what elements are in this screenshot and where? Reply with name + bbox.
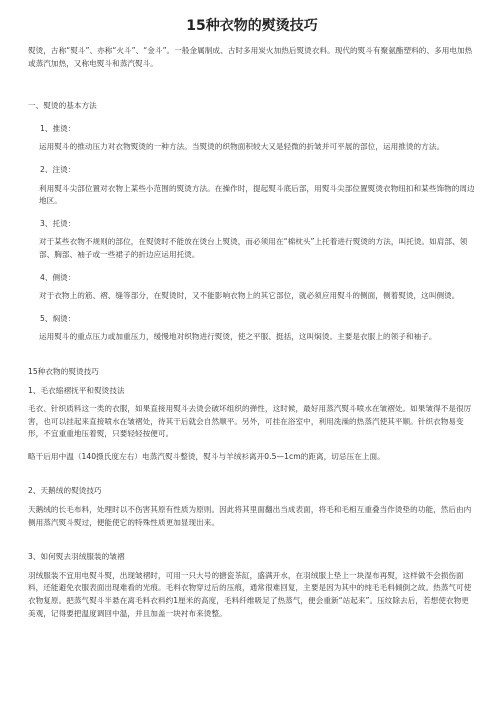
method-body-5: 运用熨斗的重点压力或加重压力，缓慢地对织物进行熨烫，使之平服、挺括，这叫焖烫。主要是衣服上的领子和袖子。 — [39, 332, 437, 342]
subsection-paragraph-1a: 毛衣、针织质料这一类的衣服，如果直接用熨斗去烫会破坏组织的弹性，这时候，最好用蒸汽熨斗喷水在皱褶处。如果皱得不是很厉害，也可以挂起来直接喷水在皱褶处，待其干后就会自然顺平。另外，可挂在浴室中，利用洗澡的热蒸汽使其平顺。针织衣物易变形，不宜重重地压着熨，只要轻轻按便可。 — [28, 404, 472, 439]
method-body-1: 运用熨斗的推动压力对衣物熨烫的一种方法。当熨烫的织物面积较大又是轻微的折皱并可平展的部位，运用推烫的方法。 — [39, 142, 445, 152]
method-body-3: 对于某些衣物不规则的部位，在熨烫时不能放在烫台上熨烫，而必须用在“棉枕头”上托着进行熨烫的方法，叫托烫。如肩部、领部、胸部、袖子或一些裙子的折边应运用托烫。 — [39, 237, 468, 259]
method-label-5: 5、焖烫： — [40, 313, 76, 323]
intro-paragraph: 熨烫，古称“熨斗”、亦称“火斗”、“金斗”。一般金属制成、古时多用炭火加热后熨烫衣料。现代的熨斗有聚氨酯塑料的、多用电加热或蒸汽加热，又称电熨斗和蒸汽熨斗。 — [28, 46, 473, 68]
subsection-title-3: 3、如何熨去羽绒服装的皱褶 — [28, 552, 125, 562]
method-label-2: 2、注烫： — [40, 164, 76, 174]
method-label-4: 4、侧烫： — [40, 272, 76, 282]
subsection-paragraph-3: 羽绒服装不宜用电熨斗熨，出现皱褶时，可用一只大号的搪瓷茶缸，盛满开水，在羽绒服上垫上一块湿布再熨，这样做不会损伤面料，还能避免衣服表面出现难看的光痕。毛料衣物穿过后的压痕，通常很难回复，主要是因为其中的纯毛毛料倾倒之故。热蒸气可使衣物复原。把蒸气熨斗半悬在离毛料衣料约1厘米的高度，毛料纤维吸足了热蒸气，便会重新“站起来”。压纹除去后，若想使衣物更美观，记得要把温度调回中温，并且加盖一块衬布来烫整。 — [28, 570, 472, 618]
subsection-title-1: 1、毛衣缩褶抚平和熨烫技法 — [28, 385, 125, 395]
subsection-title-2: 2、天鹅绒的熨烫技巧 — [28, 486, 102, 496]
method-body-4: 对于衣物上的筋、褶、缝等部分，在熨烫时，又不能影响衣物上的其它部位，就必须应用熨斗的侧面，侧着熨烫，这叫侧烫。 — [39, 291, 460, 301]
article-title: 15种衣物的熨烫技巧 — [186, 18, 318, 34]
section2-heading: 15种衣物的熨烫技巧 — [28, 366, 99, 376]
subsection-paragraph-1b: 略干后用中温（140摄氏度左右）电蒸汽熨斗整烫，熨斗与羊绒衫离开0.5—1cm的距离，切忌压在上面。 — [28, 451, 385, 461]
method-body-2: 利用熨斗尖部位置对衣物上某些小范围的熨烫方法。在操作时，提起熨斗底后部，用熨斗尖部位置熨烫衣物纽扣和某些饰物的周边地区。 — [39, 183, 475, 206]
section1-heading: 一、熨烫的基本方法 — [28, 101, 97, 111]
subsection-paragraph-2: 天鹅绒的长毛布料，处理时以不伤害其原有性质为原则。因此将其里面翻出当成表面，将毛和毛相互重叠当作烫垫的功能，然后由内侧用蒸汽熨斗熨过，便能使它的特殊性质更加显现出来。 — [28, 505, 472, 527]
method-label-1: 1、推烫： — [40, 123, 76, 133]
method-label-3: 3、托烫： — [40, 218, 76, 228]
